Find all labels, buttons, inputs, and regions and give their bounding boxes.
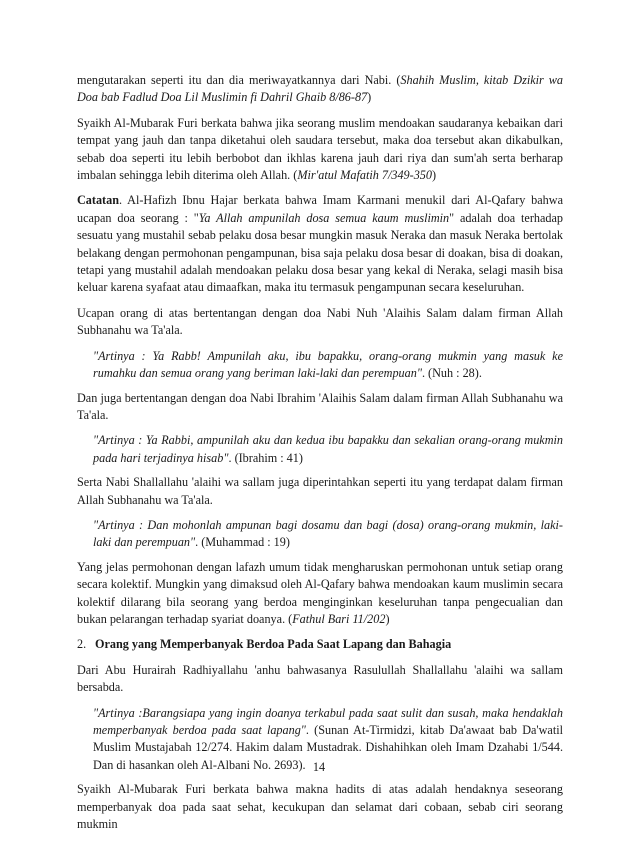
paragraph-text: ): [367, 90, 372, 105]
quote-text: "Artinya : Ya Rabb! Ampunilah aku, ibu bapakku, orang-orang mukmin yang masuk ke rumahku dan semua orang yang beriman laki-laki dan perempuan": [93, 348, 563, 381]
citation: Shahih Muslim, kitab Dzikir wa Doa bab Fadlud Doa Lil Muslimin fi Dahril Ghaib 8/86-87: [77, 73, 563, 105]
quote-muhammad: [93, 517, 563, 552]
paragraph-text: mengutarakan seperti itu dan dia meriwayatkannya dari Nabi. (: [77, 73, 401, 87]
paragraph-text: Yang jelas permohonan dengan lafazh umum tidak mengharuskan permohonan untuk setiap orang secara kolektif. Mungkin yang dimaksud oleh Al-Qafary bahwa mendoakan kaum muslimin secara kolektif dilarang bila seorang yang berdoa menginginkan keseluruhan tanpa pengecualian dan bukan pelarangan terhadap syariat doanya. (: [77, 559, 563, 626]
paragraph-text: ): [385, 611, 390, 626]
paragraph-text: . Al-Hafizh Ibnu Hajar berkata bahwa Imam Karmani menukil dari Al-Qafary bahwa ucapan doa seorang : ": [77, 193, 563, 225]
paragraph-4: Ucapan orang di atas bertentangan dengan doa Nabi Nuh 'Alaihis Salam dalam firman Allah Subhanahu wa Ta'ala.: [77, 305, 563, 338]
section-number: 2.: [77, 637, 87, 652]
quote-text: "Artinya : Ya Rabbi, ampunilah aku dan kedua ibu bapakku dan sekalian orang-orang mukmin pada hari terjadinya hisab": [93, 433, 563, 465]
inline-quote: Ya Allah ampunilah dosa semua kaum muslimin: [198, 210, 450, 225]
quote-nuh: [93, 348, 563, 383]
paragraph-7: [77, 559, 563, 629]
paragraph-text: " adalah doa terhadap sesuatu yang mustahil sebab pelaku dosa besar mungkin masuk Neraka dan masuk Neraka bertolak belakang dengan permohonan pengampunan, bisa saja pelaku dosa besar di doakan, bisa di doakan, tetapi yang mustahil adalah mendoakan pelaku dosa besar yang kekal di Neraka, selagi masih bisa keluar karena syafaat atau dimaafkan, maka itu termasuk pengampunan secara keseluruhan.: [77, 210, 563, 295]
section-heading: [77, 636, 563, 653]
section-title: Orang yang Memperbanyak Berdoa Pada Saat Lapang dan Bahagia: [95, 637, 452, 652]
quote-text: "Artinya :Barangsiapa yang ingin doanya terkabul pada saat sulit dan susah, maka hendaklah memperbanyak berdoa pada saat lapang": [93, 705, 563, 737]
document-page: [77, 72, 563, 841]
quote-reference: . (Muhammad : 19): [195, 535, 290, 550]
page-number: 14: [312, 760, 326, 774]
paragraph-5: Dan juga bertentangan dengan doa Nabi Ibrahim 'Alaihis Salam dalam firman Allah Subhanahu wa Ta'ala.: [77, 390, 563, 422]
quote-reference: . (Ibrahim : 41): [228, 450, 303, 465]
quote-reference: . (Sunan At-Tirmidzi, kitab Da'awaat bab Da'watil Muslim Mustajabah 12/274. Hakim dalam Mustadrak. Dishahihkan oleh Imam Dzahabi 1/544. Dan di hasankan oleh Al-Albani No. 2693).: [93, 723, 563, 772]
quote-reference: . (Nuh : 28).: [421, 366, 482, 381]
paragraph-catatan: [77, 192, 563, 296]
paragraph-9: Syaikh Al-Mubarak Furi berkata bahwa makna hadits di atas adalah hendaknya seseorang memperbanyak doa pada saat sehat, kecukupan dan selamat dari cobaan, sebab ciri seorang mukmin: [77, 782, 563, 832]
note-label: Catatan: [77, 193, 119, 208]
paragraph-6: Serta Nabi Shallallahu 'alaihi wa sallam juga diperintahkan seperti itu yang terdapat dalam firman Allah Subhanahu wa Ta'ala.: [77, 475, 563, 507]
citation: Fathul Bari 11/202: [292, 611, 386, 626]
paragraph-text: ): [431, 168, 437, 183]
citation: Mir'atul Mafatih 7/349-350: [297, 168, 432, 183]
paragraph-8: Dari Abu Hurairah Radhiyallahu 'anhu bahwasanya Rasulullah Shallallahu 'alaihi wa sallam bersabda.: [77, 662, 563, 695]
quote-text: "Artinya : Dan mohonlah ampunan bagi dosamu dan bagi (dosa) orang-orang mukmin, laki-laki dan perempuan": [93, 517, 563, 550]
paragraph-text: Syaikh Al-Mubarak Furi berkata bahwa jika seorang muslim mendoakan saudaranya kebaikan dari tempat yang jauh dan tanpa diketahui oleh saudara tersebut, maka doa tersebut akan dikabulkan, sebab doa seperti itu lebih berbobot dan ikhlas karena jauh dari riya dan sum'ah serta berharap imbalan sehingga lebih diterima oleh Allah. (: [77, 115, 563, 183]
paragraph-1: [77, 72, 563, 107]
paragraph-2: [77, 115, 563, 185]
quote-ibrahim: [93, 432, 563, 467]
